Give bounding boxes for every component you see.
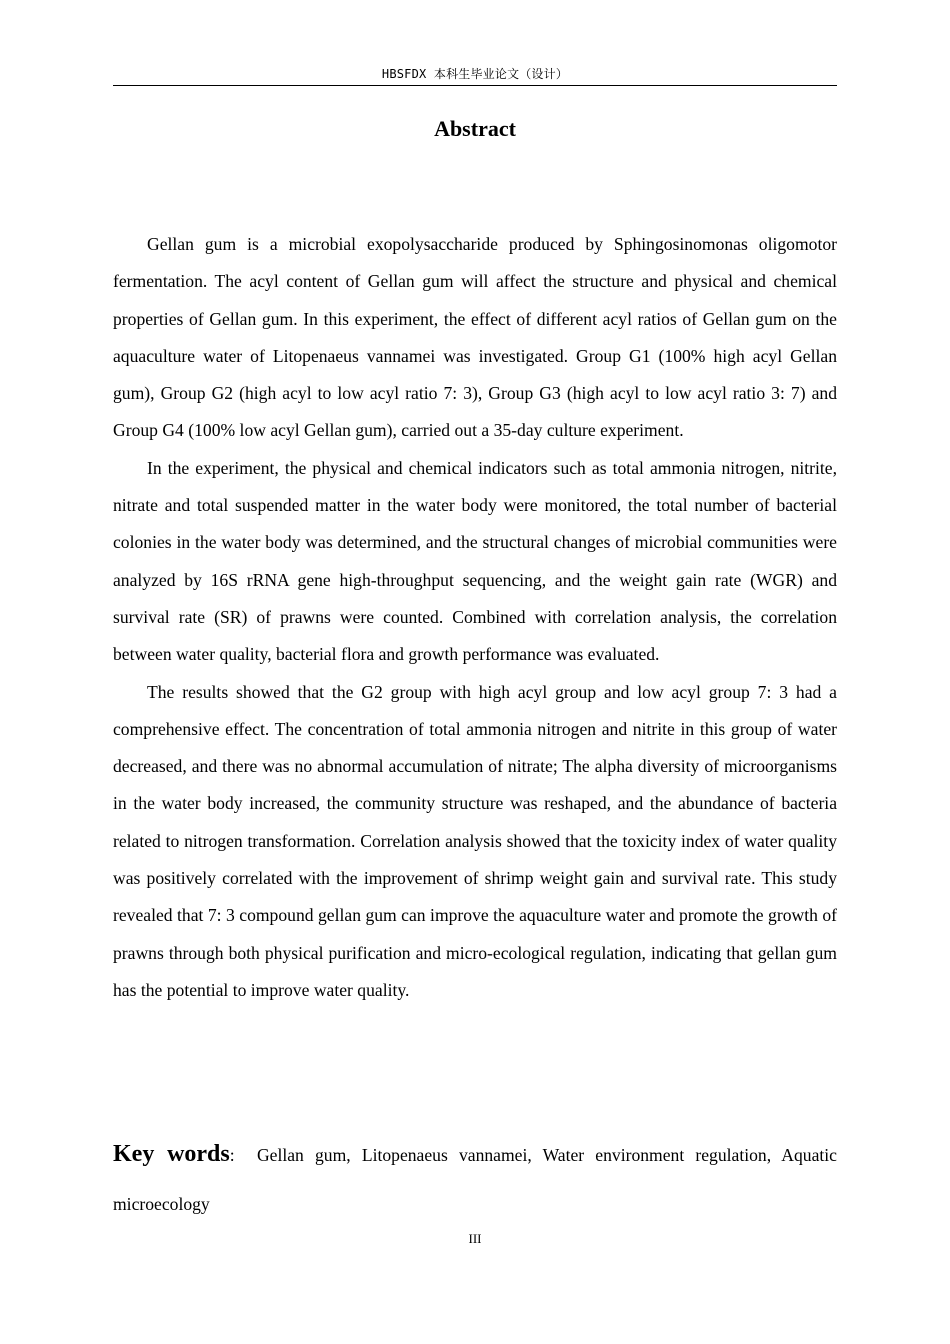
abstract-body — [113, 226, 837, 1009]
abstract-title: Abstract — [434, 116, 516, 141]
page-number: III — [468, 1231, 482, 1246]
keywords-label: Key words — [113, 1141, 230, 1167]
keywords-section — [113, 1130, 837, 1229]
abstract-paragraph-2: In the experiment, the physical and chemical indicators such as total ammonia nitrogen, nitrite, nitrate and total suspended matter in the water body were monitored, the total number of bacterial colonies in the water body was determined, and the structural changes of microbial communities were analyzed by 16S rRNA gene high-throughput sequencing, and the weight gain rate (WGR) and survival rate (SR) of prawns were counted. Combined with correlation analysis, the correlation between water quality, bacterial flora and growth performance was evaluated. — [113, 457, 837, 665]
keywords-separator: : — [229, 1145, 235, 1165]
page-header: HBSFDX 本科生毕业论文（设计） — [381, 67, 569, 81]
abstract-paragraph-1: Gellan gum is a microbial exopolysaccharide produced by Sphingosinomonas oligomotor fermentation. The acyl content of Gellan gum will affect the structure and physical and chemical properties of Gellan gum. In this experiment, the effect of different acyl ratios of Gellan gum on the aquaculture water of Litopenaeus vannamei was investigated. Group G1 (100% high acyl Gellan gum), Group G2 (high acyl to low acyl ratio 7: 3), Group G3 (high acyl to low acyl ratio 3: 7) and Group G4 (100% low acyl Gellan gum), carried out a 35-day culture experiment. — [113, 234, 837, 441]
abstract-paragraph-3: The results showed that the G2 group with high acyl group and low acyl group 7: 3 had a comprehensive effect. The concentration of total ammonia nitrogen and nitrite in this group of water decreased, and there was no abnormal accumulation of nitrate; The alpha diversity of microorganisms in the water body increased, the community structure was reshaped, and the abundance of bacteria related to nitrogen transformation. Correlation analysis showed that the toxicity index of water quality was positively correlated with the improvement of shrimp weight gain and survival rate. This study revealed that 7: 3 compound gellan gum can improve the aquaculture water and promote the growth of prawns through both physical purification and micro-ecological regulation, indicating that gellan gum has the potential to improve water quality. — [113, 681, 837, 1000]
keywords-list: Gellan gum, Litopenaeus vannamei, Water environment regulation, Aquatic microecology — [113, 1145, 837, 1214]
header-divider — [113, 85, 837, 86]
